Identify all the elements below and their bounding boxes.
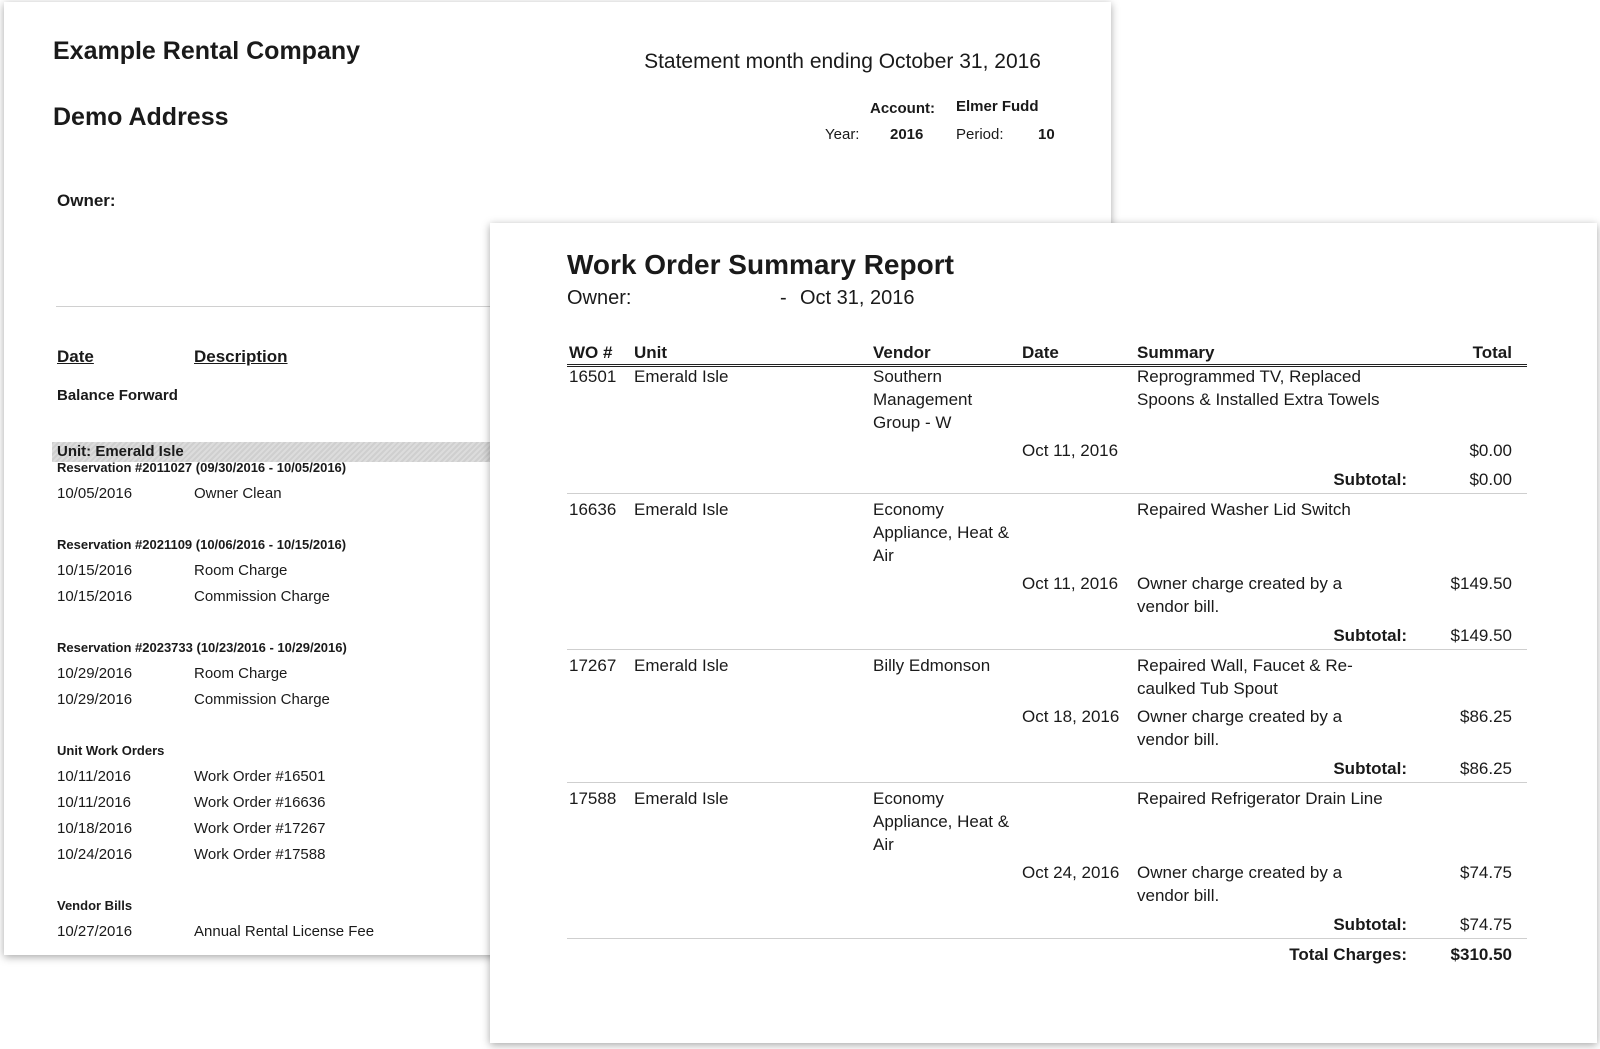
column-header-unit: Unit [634,343,668,362]
wo-vendor-line: Air [873,546,894,565]
wo-charge-date: Oct 11, 2016 [1022,574,1119,593]
wo-summary-line: Spoons & Installed Extra Towels [1137,390,1380,409]
subtotal-label: Subtotal: [1333,626,1407,645]
wo-unit: Emerald Isle [634,500,729,519]
wo-charge-desc-line: Owner charge created by a [1137,863,1343,882]
column-header-date: Date [57,347,94,366]
line-date: 10/15/2016 [57,562,133,579]
header-divider [56,306,516,307]
report-title: Work Order Summary Report [567,249,954,280]
wo-vendor-line: Billy Edmonson [873,656,991,675]
column-header-vendor: Vendor [873,343,931,362]
period-value: 10 [1038,126,1055,143]
subtotal-value: $86.25 [1460,759,1512,778]
line-description: Work Order #17588 [194,846,326,863]
wo-vendor-line: Southern [873,367,942,386]
wo-charge-total: $0.00 [1469,441,1512,460]
wo-summary-line: Repaired Washer Lid Switch [1137,500,1351,519]
order-divider [567,649,1527,650]
wo-vendor-line: Economy [873,500,944,519]
line-description: Commission Charge [194,588,330,605]
wo-unit: Emerald Isle [634,656,729,675]
line-date: 10/24/2016 [57,846,133,863]
line-date: 10/29/2016 [57,665,133,682]
wo-charge-date: Oct 11, 2016 [1022,441,1119,460]
line-description: Owner Clean [194,485,282,502]
group-heading: Vendor Bills [57,898,133,913]
line-date: 10/29/2016 [57,691,133,708]
column-header-wo: WO # [569,343,613,362]
wo-number: 16501 [569,367,617,386]
total-charges-value: $310.50 [1450,945,1512,964]
company-name: Example Rental Company [53,37,361,65]
wo-charge-total: $86.25 [1460,707,1512,726]
group-heading: Reservation #2023733 (10/23/2016 - 10/29/2016) [57,640,347,655]
order-divider [567,493,1527,494]
wo-number: 17588 [569,789,617,808]
subtotal-label: Subtotal: [1333,915,1407,934]
wo-charge-total: $74.75 [1460,863,1512,882]
wo-vendor-line: Appliance, Heat & [873,812,1010,831]
order-divider [567,782,1527,783]
line-description: Work Order #16636 [194,794,326,811]
line-date: 10/27/2016 [57,923,133,940]
order-divider [567,938,1527,939]
account-label: Account: [870,100,935,117]
total-charges-label: Total Charges: [1289,945,1407,964]
company-address: Demo Address [53,103,229,131]
line-description: Work Order #17267 [194,820,326,837]
subtotal-value: $74.75 [1460,915,1512,934]
year-value: 2016 [890,126,924,143]
subtotal-value: $0.00 [1469,470,1512,489]
column-header-date: Date [1022,343,1059,362]
line-description: Room Charge [194,562,288,579]
wo-charge-total: $149.50 [1450,574,1512,593]
wo-summary-line: Repaired Wall, Faucet & Re- [1137,656,1353,675]
column-header-summary: Summary [1137,343,1215,362]
group-heading: Reservation #2021109 (10/06/2016 - 10/15/2016) [57,537,347,552]
group-heading: Unit Work Orders [57,743,165,758]
wo-vendor-line: Group - W [873,413,952,432]
wo-summary-line: Reprogrammed TV, Replaced [1137,367,1361,386]
balance-forward: Balance Forward [57,387,178,404]
wo-summary-line: Repaired Refrigerator Drain Line [1137,789,1383,808]
wo-charge-desc-line: vendor bill. [1137,886,1220,905]
line-date: 10/11/2016 [57,794,131,811]
line-date: 10/18/2016 [57,820,133,837]
wo-summary-line: caulked Tub Spout [1137,679,1278,698]
column-header-total: Total [1472,343,1512,362]
line-date: 10/05/2016 [57,485,133,502]
line-description: Work Order #16501 [194,768,326,785]
unit-label: Unit: Emerald Isle [57,443,184,460]
work-order-report-page [490,223,1597,1043]
wo-charge-date: Oct 24, 2016 [1022,863,1120,882]
wo-number: 17267 [569,656,617,675]
wo-number: 16636 [569,500,617,519]
line-date: 10/11/2016 [57,768,131,785]
wo-vendor-line: Appliance, Heat & [873,523,1010,542]
wo-charge-date: Oct 18, 2016 [1022,707,1120,726]
account-value: Elmer Fudd [956,98,1039,115]
line-description: Room Charge [194,665,288,682]
wo-unit: Emerald Isle [634,367,729,386]
line-description: Annual Rental License Fee [194,923,375,940]
subtotal-label: Subtotal: [1333,759,1407,778]
year-label: Year: [825,126,860,143]
subtotal-value: $149.50 [1450,626,1512,645]
column-header-description: Description [194,347,288,366]
group-heading: Reservation #2011027 (09/30/2016 - 10/05/2016) [57,460,347,475]
statement-title: Statement month ending October 31, 2016 [644,50,1041,73]
report-range-dash: - [780,287,787,309]
line-date: 10/15/2016 [57,588,133,605]
wo-vendor-line: Air [873,835,894,854]
report-owner-label: Owner: [567,287,632,309]
wo-vendor-line: Management [873,390,973,409]
wo-charge-desc-line: vendor bill. [1137,730,1220,749]
line-description: Commission Charge [194,691,330,708]
unit-bar [52,442,522,462]
wo-unit: Emerald Isle [634,789,729,808]
wo-charge-desc-line: vendor bill. [1137,597,1220,616]
subtotal-label: Subtotal: [1333,470,1407,489]
owner-label: Owner: [57,191,116,210]
period-label: Period: [956,126,1004,143]
report-range-end: Oct 31, 2016 [800,287,915,309]
wo-vendor-line: Economy [873,789,944,808]
wo-charge-desc-line: Owner charge created by a [1137,574,1343,593]
wo-charge-desc-line: Owner charge created by a [1137,707,1343,726]
